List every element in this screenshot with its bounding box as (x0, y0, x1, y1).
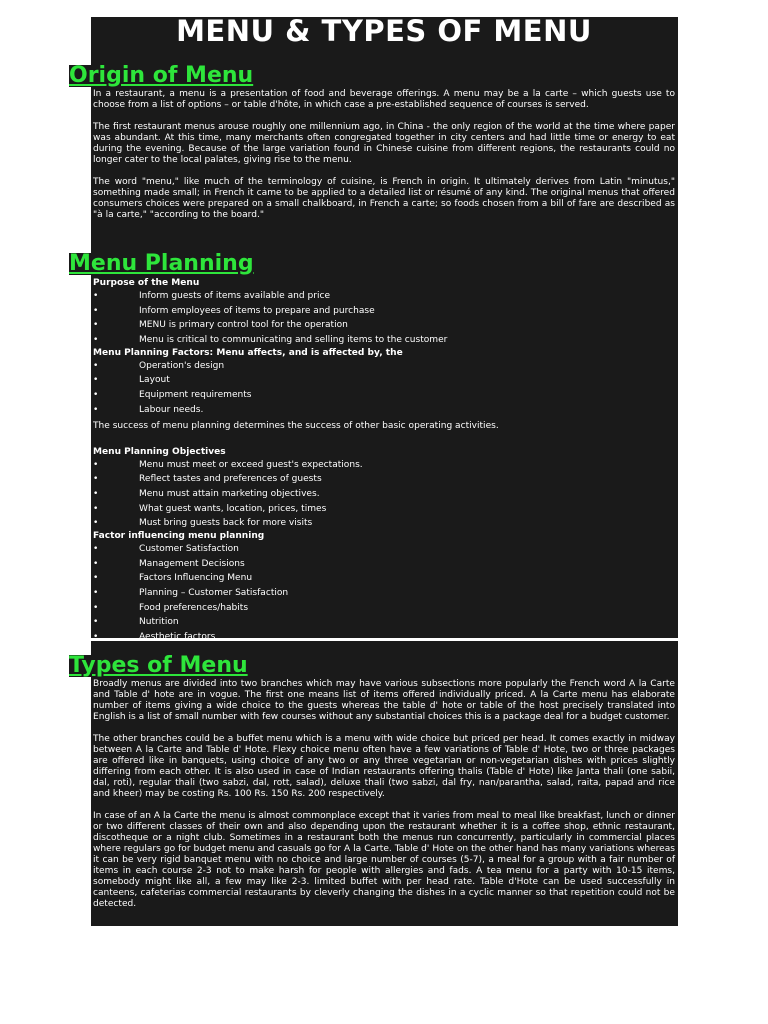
factors-list (93, 359, 675, 418)
purpose-list (93, 289, 675, 348)
types-heading: Types of Menu (69, 653, 248, 678)
planning-heading: Menu Planning (69, 251, 254, 276)
list-item: • Menu must attain marketing objectives. (93, 487, 675, 502)
types-paragraph: The other branches could be a buffet menu which is a menu with wide choice but priced per head. It comes exactly in midway between A la Carte and Table d' Hote. Flexy choice menu often have a few variations of Table d' Hote, two or three packages are offered like in banquets, using choice of any two or any three vegetarian or non-vegetarian dishes with prices slightly differing from each other. It is also used in case of Indian restaurants offering thalis (Table d' Hote) like Janta thali (one sabii, dal, roti), regular thali (two sabzi, dal, rott, salad), deluxe thali (two sabzi, dal fry, nan/parantha, salad, raita, papad and rice and kheer) may be costing Rs. 100 Rs. 150 Rs. 200 respectively. (93, 734, 675, 799)
list-item: • Planning – Customer Satisfaction (93, 586, 675, 601)
list-item: • Equipment requirements (93, 388, 675, 403)
origin-paragraph: The first restaurant menus arouse roughly one millennium ago, in China - the only region of the world at the time where paper was abundant. At this time, many merchants often congregated together in city centers and had little time or energy to eat during the evening. Because of the large variation found in Chinese cuisine from different regions, the restaurants could no longer cater to the local palates, giving rise to the menu. (93, 122, 675, 165)
types-paragraph: Broadly menus are divided into two branches which may have various subsections more popularly the French word A la Carte and Table d' hote are in vogue. The first one means list of items offered individually priced. A la Carte menu has elaborate number of items giving a wide choice to the guests whereas the table d' hote or table of the host precisely translated into English is a list of small number with few courses without any substantial choices this is a package deal for a budget customer. (93, 679, 675, 722)
list-item: • Labour needs. (93, 403, 675, 418)
planning-content (93, 278, 675, 645)
objectives-list (93, 458, 675, 531)
origin-heading: Origin of Menu (69, 63, 254, 88)
list-item: • Nutrition (93, 615, 675, 630)
page-title: MENU & TYPES OF MENU (176, 14, 592, 48)
list-item: • Customer Satisfaction (93, 542, 675, 557)
list-item: • Menu is critical to communicating and selling items to the customer (93, 333, 675, 348)
list-item: • Inform employees of items to prepare and purchase (93, 304, 675, 319)
list-item: • MENU is primary control tool for the operation (93, 318, 675, 333)
list-item: • Menu must meet or exceed guest's expectations. (93, 458, 675, 473)
origin-content (93, 89, 675, 232)
origin-paragraph: The word "menu," like much of the terminology of cuisine, is French in origin. It ultimately derives from Latin "minutus," something made small; in French it came to be applied to a detailed list or résumé of any kind. The original menus that offered consumers choices were prepared on a small chalkboard, in French a carte; so foods chosen from a bill of fare are described as "à la carte," "according to the board." (93, 177, 675, 220)
list-item: • Layout (93, 373, 675, 388)
list-item: • Management Decisions (93, 557, 675, 572)
success-text: The success of menu planning determines the success of other basic operating activities. (93, 420, 499, 431)
list-item: • Must bring guests back for more visits (93, 516, 675, 531)
list-item: • Food preferences/habits (93, 601, 675, 616)
purpose-title: Purpose of the Menu (93, 278, 200, 288)
list-item: • What guest wants, location, prices, times (93, 502, 675, 517)
types-content (93, 679, 675, 921)
list-item: • Aesthetic factors (93, 630, 675, 645)
influencing-list (93, 542, 675, 645)
list-item: • Factors Influencing Menu (93, 571, 675, 586)
list-item: • Inform guests of items available and price (93, 289, 675, 304)
objectives-title: Menu Planning Objectives (93, 446, 226, 457)
factors-title: Menu Planning Factors: Menu affects, and is affected by, the (93, 347, 403, 358)
list-item: • Reflect tastes and preferences of guests (93, 472, 675, 487)
list-item: • Operation's design (93, 359, 675, 374)
origin-paragraph: In a restaurant, a menu is a presentation of food and beverage offerings. A menu may be a la carte – which guests use to choose from a list of options – or table d'hôte, in which case a pre-established sequence of courses is served. (93, 89, 675, 110)
types-paragraph: In case of an A la Carte the menu is almost commonplace except that it varies from meal to meal like breakfast, lunch or dinner or two different classes of their own and also depending upon the restaurant whether it is a coffee shop, ethnic restaurant, discotheque or a night club. Sometimes in a restaurant both the menus run concurrently, particularly in commercial places where regulars go for budget menu and casuals go for A la Carte. Table d' Hote on the other hand has many variations whereas it can be very rigid banquet menu with no choice and large number of courses (5-7), a meal for a group with a fair number of items in each course 2-3 not to make harsh for people with allergies and fads. A tea menu for a party with 10-15 items, somebody might like all, a few may like 2-3. limited buffet with per head rate. Table d'Hote can be used successfully in canteens, cafeterias commercial restaurants by cleverly changing the dishes in a cyclic manner so that repetition could not be detected. (93, 811, 675, 909)
influencing-title: Factor influencing menu planning (93, 530, 265, 541)
